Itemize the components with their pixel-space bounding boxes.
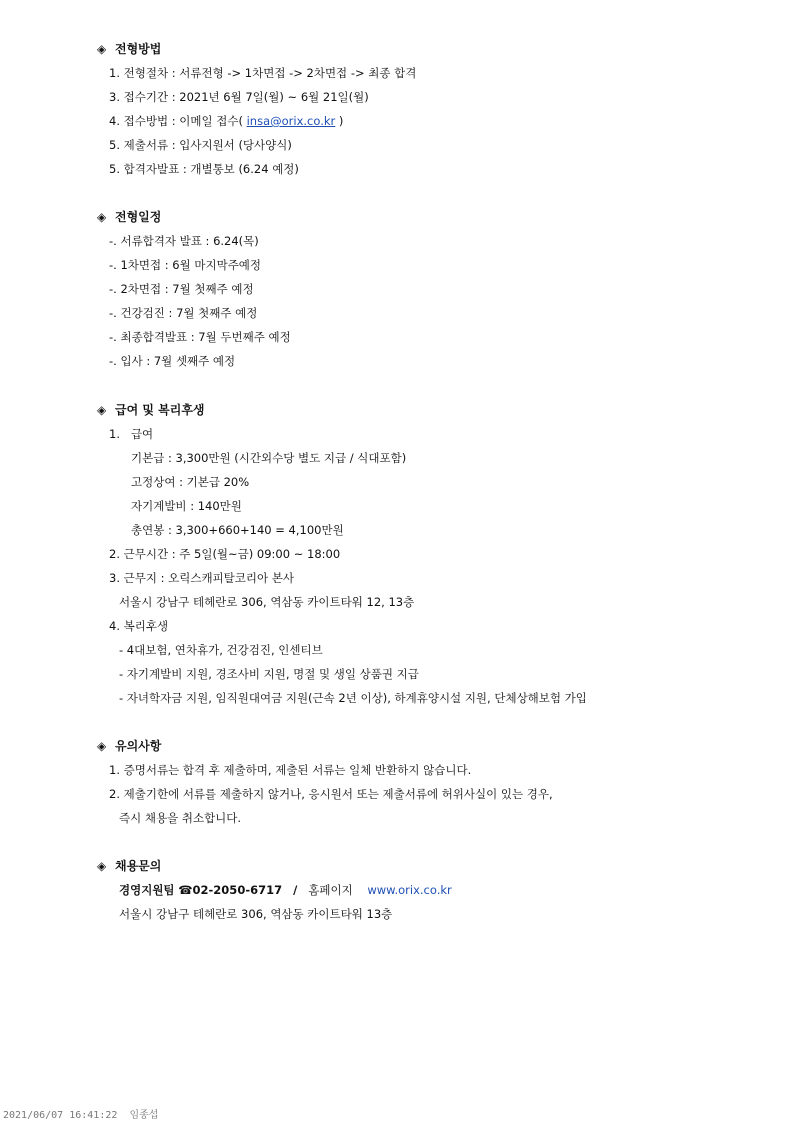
process-item: 3. 접수기간 : 2021년 6월 7일(월) ~ 6월 21일(월): [109, 90, 369, 104]
section-contact: [97, 854, 757, 926]
notes-item: 2. 제출기한에 서류를 제출하지 않거나, 응시원서 또는 제출서류에 허위사실이 있는 경우,: [109, 787, 553, 801]
homepage-label: 홈페이지: [308, 883, 353, 897]
footer-author: 임종섭: [129, 1110, 159, 1121]
process-item: 1. 전형절차 : 서류전형 -> 1차면접 -> 2차면접 -> 최종 합격: [109, 66, 417, 80]
welfare-item: - 4대보험, 연차휴가, 건강검진, 인센티브: [119, 643, 323, 657]
section-heading: [97, 37, 757, 61]
method-prefix: 4. 접수방법 : 이메일 접수(: [109, 114, 247, 128]
contact-team: 경영지원팀: [119, 883, 175, 897]
contact-address: 서울시 강남구 테헤란로 306, 역삼동 카이트타워 13층: [119, 907, 393, 921]
section-salary: [97, 398, 757, 710]
section-heading: [97, 734, 757, 758]
welfare-item: - 자기계발비 지원, 경조사비 지원, 명절 및 생일 상품권 지급: [119, 667, 419, 681]
diamond-bullet-icon: ◈: [97, 403, 107, 417]
pay-heading: 1. 급여: [109, 427, 154, 441]
contact-phone: 02-2050-6717: [192, 883, 283, 897]
pay-item: 고정상여 : 기본급 20%: [131, 475, 250, 489]
section-schedule: [97, 205, 757, 373]
process-item: 5. 제출서류 : 입사지원서 (당사양식): [109, 138, 292, 152]
schedule-item: -. 2차면접 : 7월 첫째주 예정: [109, 282, 254, 296]
location-address: 서울시 강남구 테헤란로 306, 역삼동 카이트타워 12, 13층: [119, 595, 415, 609]
process-item: 5. 합격자발표 : 개별통보 (6.24 예정): [109, 162, 299, 176]
diamond-bullet-icon: ◈: [97, 739, 107, 753]
diamond-bullet-icon: ◈: [97, 859, 107, 873]
contact-line: [97, 878, 757, 902]
contact-separator: /: [293, 883, 298, 897]
process-item-method: [97, 109, 757, 133]
work-hours: 2. 근무시간 : 주 5일(월~금) 09:00 ~ 18:00: [109, 547, 341, 561]
location-heading: 3. 근무지 : 오릭스캐피탈코리아 본사: [109, 571, 294, 585]
section-title: 급여 및 복리후생: [115, 403, 205, 417]
notes-item: 1. 증명서류는 합격 후 제출하며, 제출된 서류는 일체 반환하지 않습니다.: [109, 763, 472, 777]
welfare-heading: 4. 복리후생: [109, 619, 169, 633]
pay-item: 기본급 : 3,300만원 (시간외수당 별도 지급 / 식대포함): [131, 451, 407, 465]
section-process: [97, 37, 757, 181]
schedule-item: -. 최종합격발표 : 7월 두번째주 예정: [109, 330, 291, 344]
section-notes: [97, 734, 757, 830]
welfare-item: - 자녀학자금 지원, 임직원대여금 지원(근속 2년 이상), 하계휴양시설 지원, 단체상해보험 가입: [119, 691, 587, 705]
section-title: 전형일정: [115, 210, 162, 224]
schedule-item: -. 건강검진 : 7월 첫째주 예정: [109, 306, 258, 320]
print-footer: [3, 1109, 158, 1123]
method-suffix: ): [335, 114, 344, 128]
footer-timestamp: 2021/06/07 16:41:22: [3, 1110, 118, 1121]
section-heading: [97, 205, 757, 229]
section-heading: [97, 854, 757, 878]
section-title: 채용문의: [115, 859, 162, 873]
section-heading: [97, 398, 757, 422]
section-title: 유의사항: [115, 739, 162, 753]
notes-continuation: 즉시 채용을 취소합니다.: [119, 811, 242, 825]
schedule-item: -. 입사 : 7월 셋째주 예정: [109, 354, 236, 368]
homepage-link[interactable]: www.orix.co.kr: [367, 883, 452, 897]
schedule-item: -. 서류합격자 발표 : 6.24(목): [109, 234, 259, 248]
schedule-item: -. 1차면접 : 6월 마지막주예정: [109, 258, 262, 272]
pay-item: 총연봉 : 3,300+660+140 = 4,100만원: [131, 523, 344, 537]
pay-item: 자기계발비 : 140만원: [131, 499, 242, 513]
section-title: 전형방법: [115, 42, 162, 56]
phone-icon: ☎: [178, 883, 193, 897]
diamond-bullet-icon: ◈: [97, 210, 107, 224]
diamond-bullet-icon: ◈: [97, 42, 107, 56]
email-link[interactable]: insa@orix.co.kr: [246, 114, 336, 128]
